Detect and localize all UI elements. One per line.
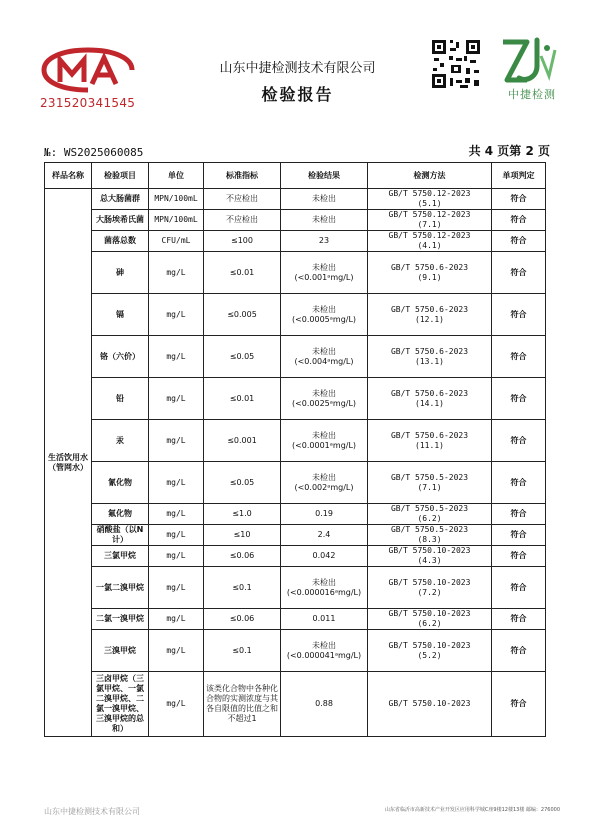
method-cell	[368, 546, 492, 567]
result-cell-text: 未检出	[312, 215, 336, 224]
unit-cell	[149, 294, 204, 336]
item-cell-text: 三卤甲烷（三氯甲烷、一氯二溴甲烷、二氯一溴甲烷、三溴甲烷的总和）	[96, 674, 144, 733]
method-cell	[368, 252, 492, 294]
result-detection-limit: (<0.0001ᵃmg/L)	[291, 440, 357, 450]
method-cell-text: GB/T 5750.6-2023	[390, 304, 469, 314]
item-cell	[92, 378, 149, 420]
method-cell-text: GB/T 5750.12-2023	[388, 231, 471, 240]
method-clause: (11.1)	[415, 440, 444, 450]
item-cell	[92, 252, 149, 294]
standard-cell-text: ≤0.06	[229, 551, 255, 560]
method-clause: (6.2)	[417, 514, 442, 523]
item-cell	[92, 420, 149, 462]
result-cell	[281, 609, 368, 630]
method-cell	[368, 462, 492, 504]
result-cell	[281, 462, 368, 504]
unit-cell-text: mg/L	[166, 551, 186, 560]
unit-cell	[149, 504, 204, 525]
table-row	[45, 252, 546, 294]
result-cell-text: 23	[318, 236, 330, 245]
result-cell	[281, 546, 368, 567]
table-row	[45, 336, 546, 378]
item-cell	[92, 504, 149, 525]
method-clause: (7.1)	[417, 220, 442, 229]
qr-code-icon	[430, 38, 482, 90]
verdict-cell	[492, 546, 546, 567]
item-cell-text: 铅	[116, 393, 124, 403]
item-cell-text: 大肠埃希氏菌	[96, 215, 144, 224]
standard-cell	[204, 546, 281, 567]
item-cell	[92, 462, 149, 504]
standard-cell	[204, 609, 281, 630]
footer-company: 山东中捷检测技术有限公司	[44, 807, 140, 816]
method-cell-text: GB/T 5750.10-2023	[388, 609, 471, 618]
standard-cell-text: ≤0.05	[229, 351, 255, 361]
method-cell-text: GB/T 5750.10-2023	[388, 577, 471, 587]
result-cell-text: 未检出	[312, 346, 336, 356]
method-clause: (4.1)	[417, 241, 442, 250]
method-clause: (7.2)	[417, 587, 442, 597]
result-cell	[281, 630, 368, 672]
item-cell-text: 镉	[116, 309, 124, 319]
table-row	[45, 504, 546, 525]
standard-cell-text: ≤0.01	[229, 267, 255, 277]
result-cell	[281, 189, 368, 210]
result-detection-limit: (<0.004ᵃmg/L)	[294, 356, 354, 366]
report-number: №: WS2025060085	[44, 146, 144, 159]
unit-cell-text: mg/L	[166, 351, 186, 361]
result-cell	[281, 420, 368, 462]
verdict-cell-text: 符合	[510, 699, 527, 708]
standard-cell-text: 不应检出	[226, 194, 258, 203]
unit-cell	[149, 672, 204, 737]
item-cell-text: 汞	[116, 435, 124, 445]
verdict-cell-text: 符合	[510, 393, 527, 403]
verdict-cell-text: 符合	[510, 477, 527, 487]
result-detection-limit: (<0.0005ᵃmg/L)	[291, 314, 357, 324]
method-cell-text: GB/T 5750.12-2023	[388, 189, 471, 198]
col-header: 检验项目	[92, 163, 149, 189]
method-cell	[368, 504, 492, 525]
table-row	[45, 210, 546, 231]
result-cell-text: 0.011	[312, 614, 336, 623]
method-clause: (13.1)	[415, 356, 444, 366]
item-cell	[92, 294, 149, 336]
zhongjie-logo	[497, 36, 559, 86]
standard-cell-text: ≤0.1	[232, 645, 252, 655]
result-cell	[281, 672, 368, 737]
method-cell	[368, 672, 492, 737]
result-detection-limit: (<0.0025ᵃmg/L)	[291, 398, 357, 408]
standard-cell	[204, 378, 281, 420]
verdict-cell	[492, 609, 546, 630]
method-cell	[368, 420, 492, 462]
verdict-cell-text: 符合	[510, 267, 527, 277]
unit-cell	[149, 546, 204, 567]
table-row	[45, 420, 546, 462]
standard-cell	[204, 672, 281, 737]
method-cell	[368, 210, 492, 231]
method-clause: (12.1)	[415, 314, 444, 324]
table-row	[45, 672, 546, 737]
item-cell	[92, 231, 149, 252]
standard-cell	[204, 420, 281, 462]
result-cell	[281, 210, 368, 231]
col-header: 检验结果	[281, 163, 368, 189]
unit-cell-text: mg/L	[166, 614, 186, 623]
result-cell-text: 未检出	[312, 577, 336, 587]
verdict-cell	[492, 672, 546, 737]
verdict-cell	[492, 189, 546, 210]
result-cell-text: 0.19	[315, 509, 333, 518]
unit-cell	[149, 567, 204, 609]
result-cell-text: 0.88	[315, 699, 333, 708]
method-clause: (6.2)	[417, 619, 442, 628]
page-indicator: 共 4 页第 2 页	[468, 144, 550, 158]
verdict-cell	[492, 630, 546, 672]
verdict-cell-text: 符合	[510, 614, 527, 623]
result-cell	[281, 336, 368, 378]
standard-cell	[204, 231, 281, 252]
method-cell	[368, 567, 492, 609]
verdict-cell	[492, 294, 546, 336]
verdict-cell-text: 符合	[510, 530, 527, 539]
result-cell	[281, 252, 368, 294]
unit-cell	[149, 420, 204, 462]
result-cell-text: 未检出	[312, 472, 336, 482]
brand-name: 中捷检测	[508, 88, 556, 101]
table-row	[45, 546, 546, 567]
item-cell-text: 氟化物	[108, 509, 132, 518]
table-header-row	[45, 163, 546, 189]
report-title: 检验报告	[261, 85, 334, 104]
results-table	[44, 162, 546, 737]
standard-cell	[204, 210, 281, 231]
col-header: 样品名称	[45, 163, 92, 189]
table-row	[45, 525, 546, 546]
method-cell	[368, 609, 492, 630]
table-row	[45, 189, 546, 210]
item-cell-text: 三氯甲烷	[104, 551, 136, 560]
unit-cell	[149, 252, 204, 294]
result-cell	[281, 231, 368, 252]
result-cell	[281, 378, 368, 420]
standard-cell	[204, 189, 281, 210]
table-row	[45, 630, 546, 672]
company-name: 山东中捷检测技术有限公司	[219, 61, 376, 76]
unit-cell-text: mg/L	[166, 309, 186, 319]
result-cell	[281, 567, 368, 609]
standard-cell	[204, 630, 281, 672]
standard-cell	[204, 294, 281, 336]
method-cell-text: GB/T 5750.6-2023	[390, 346, 469, 356]
method-cell	[368, 336, 492, 378]
result-cell	[281, 525, 368, 546]
item-cell	[92, 672, 149, 737]
unit-cell-text: mg/L	[166, 477, 186, 487]
standard-cell-text: 不应检出	[226, 215, 258, 224]
verdict-cell	[492, 336, 546, 378]
method-cell	[368, 378, 492, 420]
col-header: 单项判定	[492, 163, 546, 189]
method-clause: (9.1)	[417, 272, 442, 282]
method-clause: (14.1)	[415, 398, 444, 408]
result-cell-text: 2.4	[317, 530, 331, 539]
sample-name-cell: 生活饮用水（管网水）	[45, 189, 92, 737]
unit-cell-text: MPN/100mL	[154, 194, 198, 203]
verdict-cell	[492, 231, 546, 252]
unit-cell-text: mg/L	[166, 645, 186, 655]
verdict-cell-text: 符合	[510, 309, 527, 319]
table-row	[45, 294, 546, 336]
method-clause: (8.3)	[417, 535, 442, 544]
verdict-cell-text: 符合	[510, 435, 527, 445]
verdict-cell-text: 符合	[510, 645, 527, 655]
unit-cell	[149, 525, 204, 546]
method-clause: (5.1)	[417, 199, 442, 208]
verdict-cell-text: 符合	[510, 194, 527, 203]
standard-cell-text: ≤100	[231, 236, 253, 245]
standard-cell-text: ≤0.005	[227, 309, 257, 319]
result-detection-limit: (<0.002ᵃmg/L)	[294, 482, 354, 492]
result-detection-limit: (<0.000041ᵃmg/L)	[286, 650, 362, 660]
method-cell-text: GB/T 5750.6-2023	[390, 262, 469, 272]
verdict-cell	[492, 420, 546, 462]
unit-cell-text: mg/L	[166, 530, 186, 539]
verdict-cell-text: 符合	[510, 551, 527, 560]
result-cell-text: 未检出	[312, 388, 336, 398]
method-cell-text: GB/T 5750.10-2023	[388, 546, 471, 555]
method-clause: (4.3)	[417, 556, 442, 565]
standard-cell-text: ≤0.06	[229, 614, 255, 623]
verdict-cell-text: 符合	[510, 509, 527, 518]
unit-cell	[149, 231, 204, 252]
verdict-cell-text: 符合	[510, 215, 527, 224]
standard-cell-text: ≤0.05	[229, 477, 255, 487]
table-row	[45, 462, 546, 504]
standard-cell-text: ≤1.0	[232, 509, 252, 518]
item-cell-text: 二氯一溴甲烷	[96, 614, 144, 623]
unit-cell-text: mg/L	[166, 509, 186, 518]
unit-cell-text: mg/L	[166, 582, 186, 592]
cma-number: 231520341545	[40, 96, 136, 110]
standard-cell	[204, 252, 281, 294]
method-cell	[368, 189, 492, 210]
method-cell-text: GB/T 5750.10-2023	[388, 640, 471, 650]
result-cell-text: 未检出	[312, 262, 336, 272]
result-cell-text: 未检出	[312, 640, 336, 650]
standard-cell	[204, 567, 281, 609]
method-cell	[368, 525, 492, 546]
verdict-cell	[492, 462, 546, 504]
verdict-cell	[492, 252, 546, 294]
standard-cell	[204, 504, 281, 525]
verdict-cell-text: 符合	[510, 236, 527, 245]
result-detection-limit: (<0.000016ᵃmg/L)	[286, 587, 362, 597]
item-cell	[92, 546, 149, 567]
method-clause: (5.2)	[417, 650, 442, 660]
item-cell	[92, 525, 149, 546]
standard-cell	[204, 525, 281, 546]
method-cell-text: GB/T 5750.6-2023	[390, 388, 469, 398]
standard-cell-text: 该类化合物中各种化合物的实测浓度与其各自限值的比值之和不超过1	[206, 684, 278, 723]
standard-cell-text: ≤0.001	[227, 435, 257, 445]
item-cell-text: 菌落总数	[104, 236, 136, 245]
unit-cell	[149, 378, 204, 420]
result-cell-text: 0.042	[312, 551, 336, 560]
unit-cell-text: mg/L	[166, 393, 186, 403]
item-cell	[92, 189, 149, 210]
item-cell	[92, 567, 149, 609]
result-detection-limit: (<0.001ᵃmg/L)	[294, 272, 354, 282]
method-cell	[368, 630, 492, 672]
method-cell-text: GB/T 5750.5-2023	[390, 525, 469, 534]
verdict-cell	[492, 567, 546, 609]
col-header: 标准指标	[204, 163, 281, 189]
method-cell	[368, 231, 492, 252]
item-cell-text: 铬（六价）	[100, 351, 140, 361]
result-cell	[281, 294, 368, 336]
verdict-cell-text: 符合	[510, 582, 527, 592]
result-cell-text: 未检出	[312, 430, 336, 440]
col-header: 检测方法	[368, 163, 492, 189]
table-row	[45, 378, 546, 420]
item-cell-text: 氰化物	[108, 477, 132, 487]
method-cell-text: GB/T 5750.12-2023	[388, 210, 471, 219]
cma-logo	[40, 44, 136, 94]
footer-address: 山东省临沂市高新技术产业开发区应用科学城C座9楼12楼13楼 邮编：276000	[384, 807, 560, 813]
unit-cell-text: mg/L	[166, 267, 186, 277]
unit-cell	[149, 210, 204, 231]
unit-cell	[149, 189, 204, 210]
method-cell-text: GB/T 5750.5-2023	[390, 472, 469, 482]
standard-cell-text: ≤10	[233, 530, 251, 539]
unit-cell	[149, 336, 204, 378]
item-cell	[92, 336, 149, 378]
item-cell	[92, 210, 149, 231]
method-cell	[368, 294, 492, 336]
item-cell-text: 一氯二溴甲烷	[96, 582, 144, 592]
unit-cell-text: MPN/100mL	[154, 215, 198, 224]
result-cell-text: 未检出	[312, 304, 336, 314]
item-cell	[92, 609, 149, 630]
standard-cell	[204, 462, 281, 504]
standard-cell-text: ≤0.1	[232, 582, 252, 592]
verdict-cell	[492, 210, 546, 231]
method-cell-text: GB/T 5750.10-2023	[388, 699, 471, 708]
verdict-cell	[492, 378, 546, 420]
unit-cell-text: CFU/mL	[161, 236, 191, 245]
verdict-cell	[492, 525, 546, 546]
verdict-cell	[492, 504, 546, 525]
table-row	[45, 567, 546, 609]
unit-cell-text: mg/L	[166, 699, 186, 708]
verdict-cell-text: 符合	[510, 351, 527, 361]
method-cell-text: GB/T 5750.6-2023	[390, 430, 469, 440]
unit-cell-text: mg/L	[166, 435, 186, 445]
unit-cell	[149, 609, 204, 630]
col-header: 单位	[149, 163, 204, 189]
standard-cell-text: ≤0.01	[229, 393, 255, 403]
item-cell-text: 三溴甲烷	[104, 645, 136, 655]
item-cell	[92, 630, 149, 672]
result-cell-text: 未检出	[312, 194, 336, 203]
method-cell-text: GB/T 5750.5-2023	[390, 504, 469, 513]
item-cell-text: 硝酸盐（以N计）	[96, 525, 144, 544]
standard-cell	[204, 336, 281, 378]
table-row	[45, 231, 546, 252]
result-cell	[281, 504, 368, 525]
unit-cell	[149, 630, 204, 672]
method-clause: (7.1)	[417, 482, 442, 492]
table-row	[45, 609, 546, 630]
item-cell-text: 总大肠菌群	[100, 194, 140, 203]
item-cell-text: 砷	[116, 267, 124, 277]
unit-cell	[149, 462, 204, 504]
